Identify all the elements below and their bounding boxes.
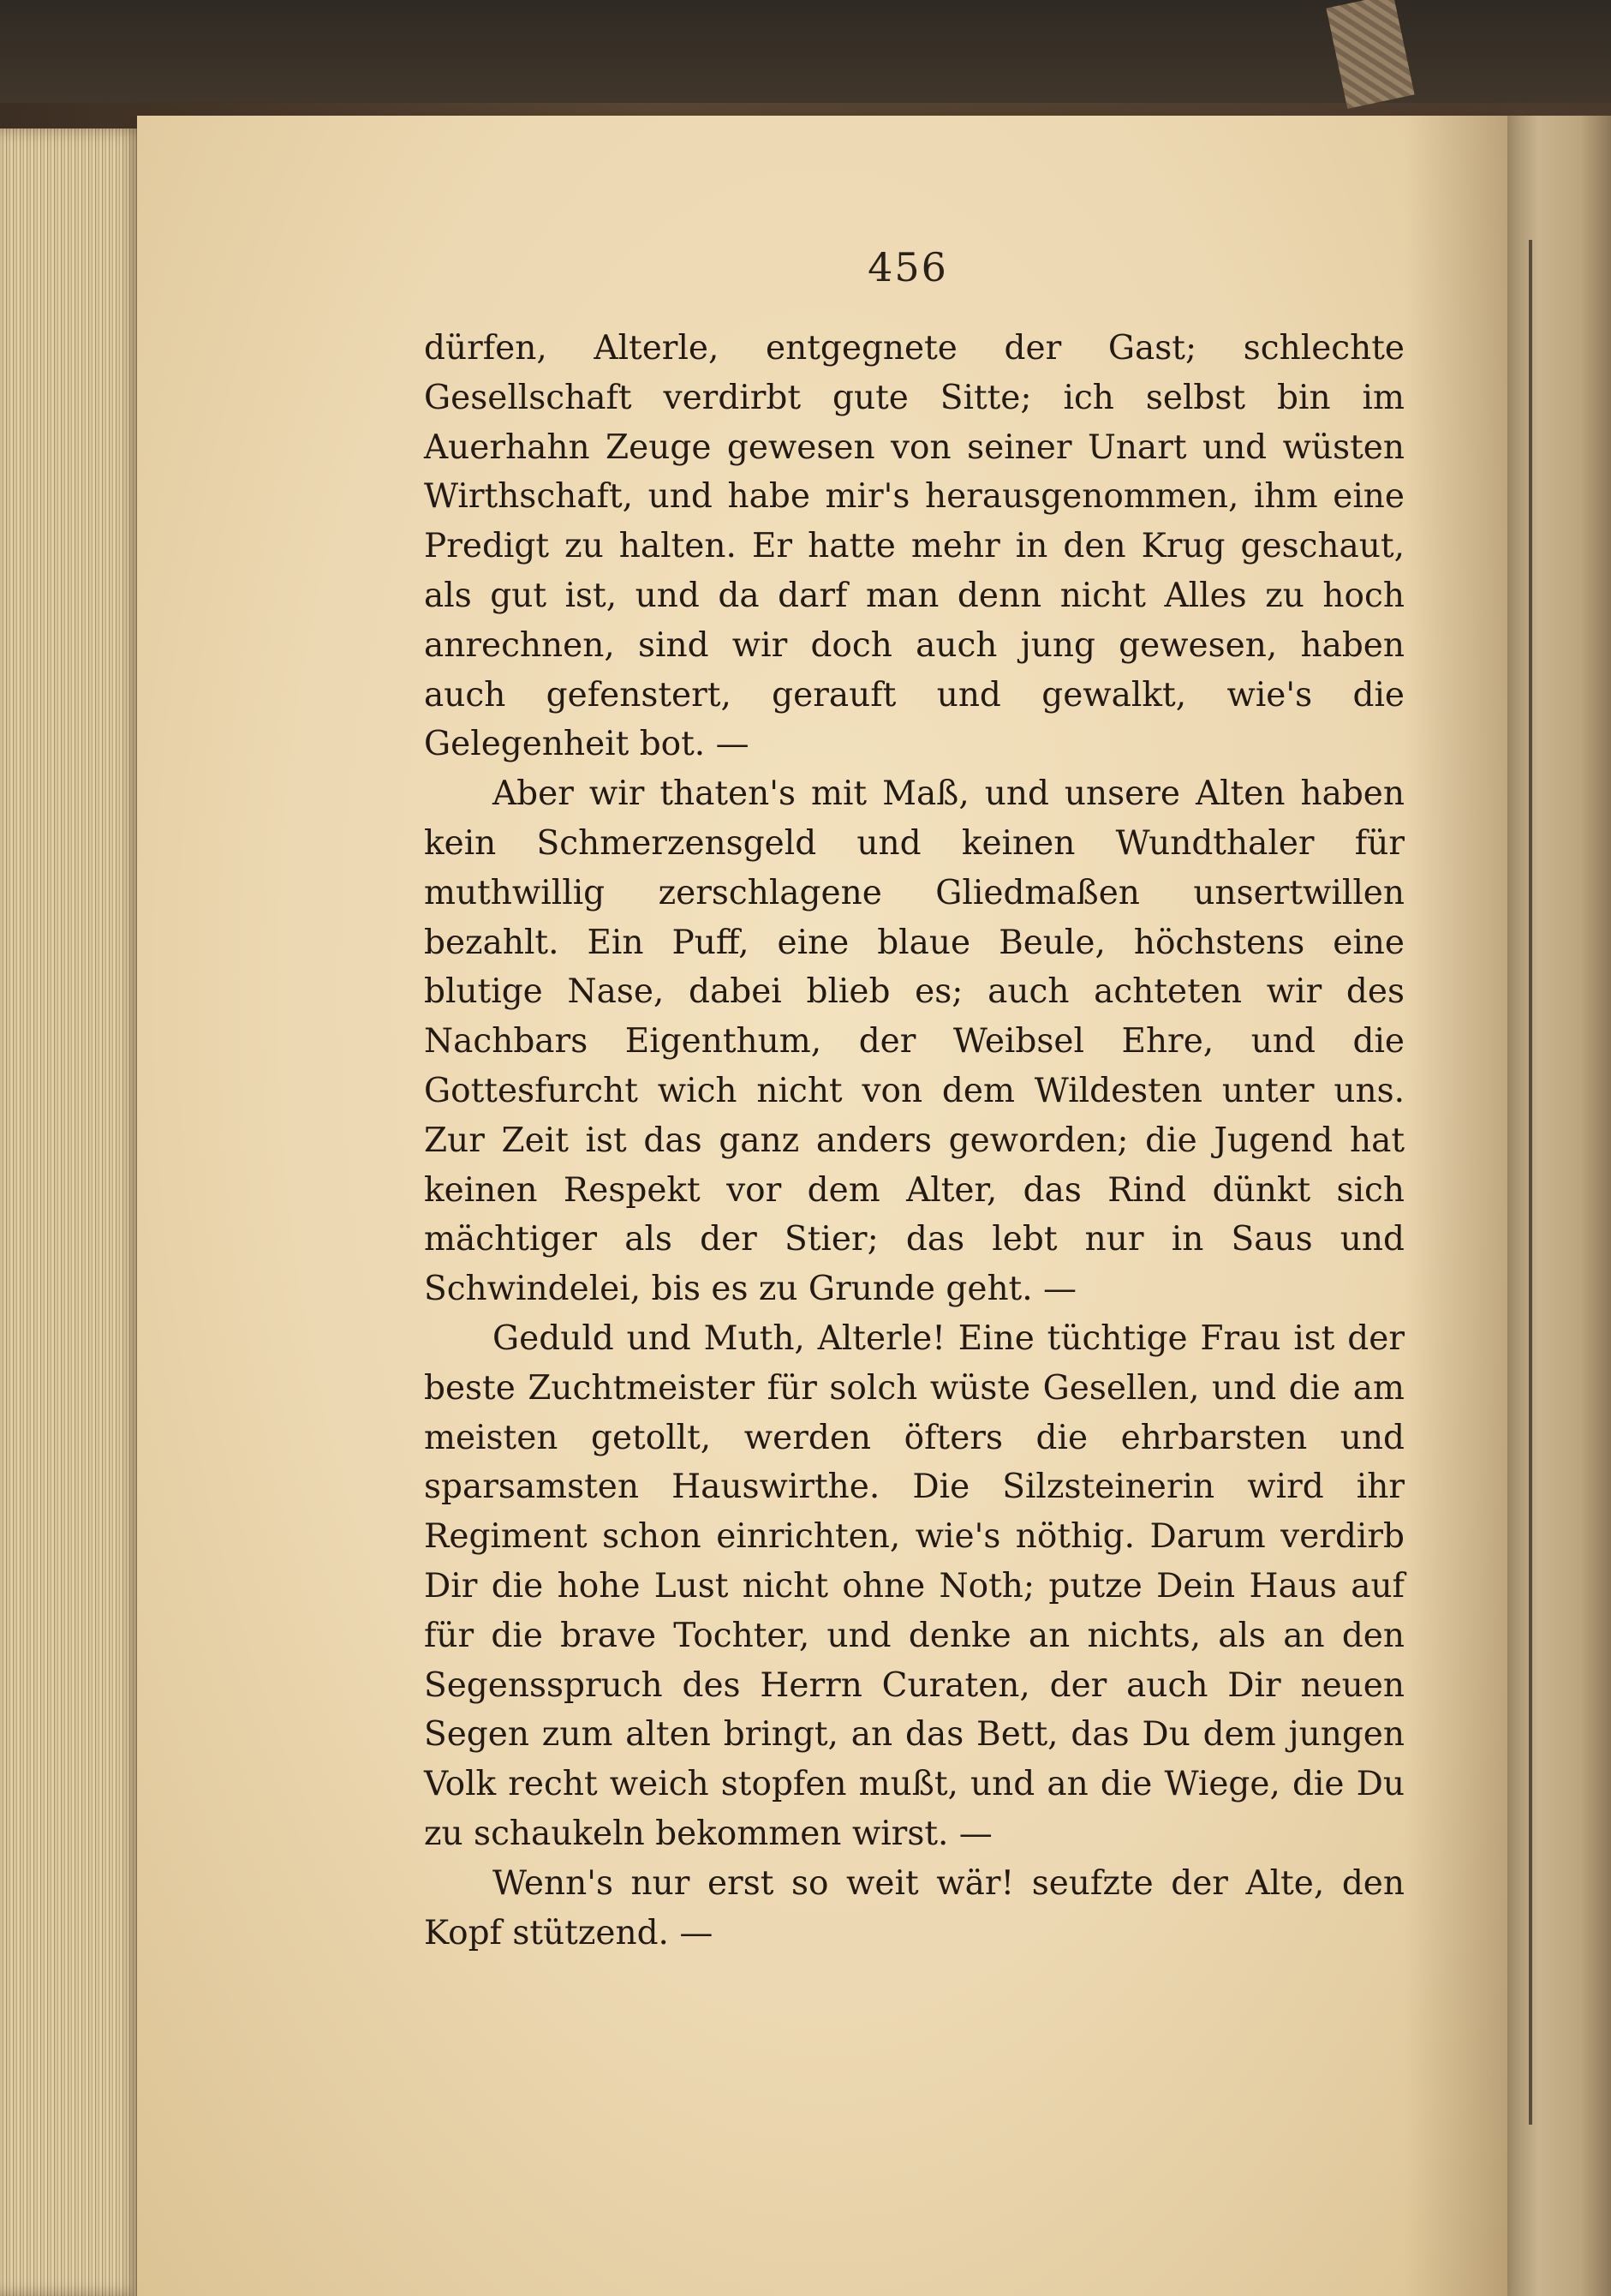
page-text	[424, 324, 1405, 1958]
page-number: 456	[868, 244, 948, 290]
paragraph-4: Wenn's nur erst so weit wär! seufzte der Alte, den Kopf stützend. —	[424, 1863, 1405, 1952]
gutter-shadow-line	[1529, 240, 1532, 2125]
page-stack-edge	[0, 129, 150, 2296]
book-gutter	[1507, 116, 1611, 2296]
paragraph-1: dürfen, Alterle, entgegnete der Gast; schlechte Gesellschaft verdirbt gute Sitte; ich selbst bin im Auerhahn Zeuge gewesen von seiner Unart und wüsten Wirthschaft, und habe mir's herausgenommen, ihm eine Predigt zu halten. Er hatte mehr in den Krug geschaut, als gut ist, und da darf man denn nicht Alles zu hoch anrechnen, sind wir doch auch jung gewesen, haben auch gefenstert, gerauft und gewalkt, wie's die Gelegenheit bot. —	[424, 329, 1405, 764]
paragraph-3: Geduld und Muth, Alterle! Eine tüchtige Frau ist der beste Zuchtmeister für solch wüste Gesellen, und die am meisten getollt, werden öfters die ehrbarsten und sparsamsten Hauswirthe. Die Silzsteinerin wird ihr Regiment schon einrichten, wie's nöthig. Darum verdirb Dir die hohe Lust nicht ohne Noth; putze Dein Haus auf für die brave Tochter, und denke an nichts, als an den Segensspruch des Herrn Curaten, der auch Dir neuen Segen zum alten bringt, an das Bett, das Du dem jungen Volk recht weich stopfen mußt, und an die Wiege, die Du zu schaukeln bekommen wirst. —	[424, 1318, 1405, 1853]
paragraph-2: Aber wir thaten's mit Maß, und unsere Alten haben kein Schmerzensgeld und keinen Wundthaler für muthwillig zerschlagene Gliedmaßen unsertwillen bezahlt. Ein Puff, eine blaue Beule, höchstens eine blutige Nase, dabei blieb es; auch achteten wir des Nachbars Eigenthum, der Weibsel Ehre, und die Gottesfurcht wich nicht von dem Wildesten unter uns. Zur Zeit ist das ganz anders geworden; die Jugend hat keinen Respekt vor dem Alter, das Rind dünkt sich mächtiger als der Stier; das lebt nur in Saus und Schwindelei, bis es zu Grunde geht. —	[424, 774, 1405, 1309]
